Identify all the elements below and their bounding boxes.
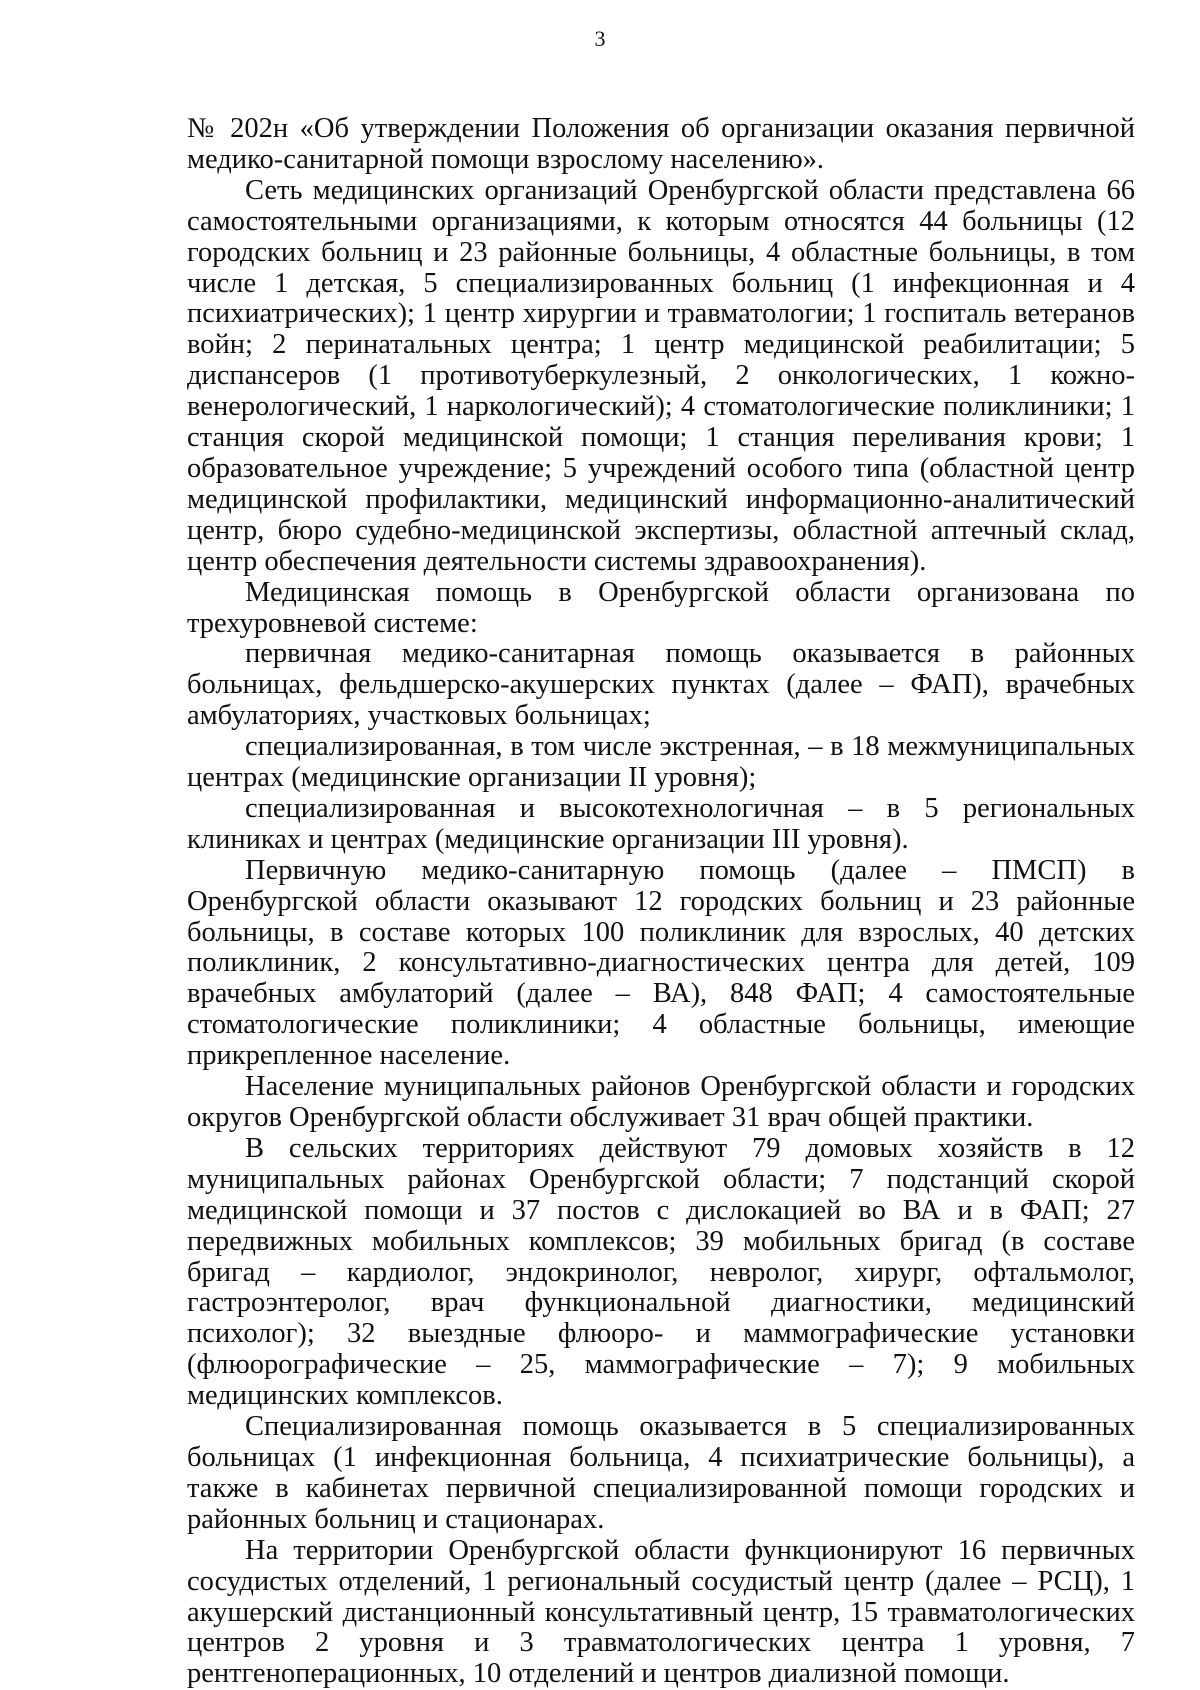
paragraph-level-specialized: специализированная, в том числе экстренная, – в 18 межмуниципальных центрах (медицинские организации II уровня); xyxy=(187,731,1135,794)
document-body xyxy=(187,114,1135,1690)
paragraph-three-level-system: Медицинская помощь в Оренбургской области организована по трехуровневой системе: xyxy=(187,576,1135,639)
paragraph-vascular-centers: На территории Оренбургской области функционируют 16 первичных сосудистых отделений, 1 региональный сосудистый центр (далее – РСЦ), 1 акушерский дистанционный консультативный центр, 15 травматологических центров 2 уровня и 3 травматологических центра 1 уровня, 7 рентгеноперационных, 10 отделений и центров диализной помощи. xyxy=(187,1534,1135,1690)
paragraph-specialized-care: Специализированная помощь оказывается в 5 специализированных больницах (1 инфекционная больница, 4 психиатрические больницы), а также в кабинетах первичной специализированной помощи городских и районных больниц и стационарах. xyxy=(187,1411,1135,1535)
paragraph-level-high-tech: специализированная и высокотехнологичная – в 5 региональных клиниках и центрах (медицинские организации III уровня). xyxy=(187,792,1135,855)
paragraph-network: Сеть медицинских организаций Оренбургской области представлена 66 самостоятельными организациями, к которым относятся 44 больницы (12 городских больниц и 23 районные больницы, 4 областные больницы, в том числе 1 детская, 5 специализированных больниц (1 инфекционная и 4 психиатрических); 1 центр хирургии и травматологии; 1 госпиталь ветеранов войн; 2 перинатальных центра; 1 центр медицинской реабилитации; 5 диспансеров (1 противотуберкулезный, 2 онкологических, 1 кожно-венерологический, 1 наркологический); 4 стоматологические поликлиники; 1 станция скорой медицинской помощи; 1 станция переливания крови; 1 образовательное учреждение; 5 учреждений особого типа (областной центр медицинской профилактики, медицинский информационно-аналитический центр, бюро судебно-медицинской экспертизы, областной аптечный склад, центр обеспечения деятельности системы здравоохранения). xyxy=(187,174,1135,577)
paragraph-continuation: № 202н «Об утверждении Положения об организации оказания первичной медико-санитарной помощи взрослому населению». xyxy=(187,113,1135,175)
paragraph-pmsp: Первичную медико-санитарную помощь (далее – ПМСП) в Оренбургской области оказывают 12 городских больниц и 23 районные больницы, в составе которых 100 поликлиник для взрослых, 40 детских поликлиник, 2 консультативно-диагностических центра для детей, 109 врачебных амбулаторий (далее – ВА), 848 ФАП; 4 самостоятельные стоматологические поликлиники; 4 областные больницы, имеющие прикрепленное население. xyxy=(187,854,1135,1072)
paragraph-general-practice: Население муниципальных районов Оренбургской области и городских округов Оренбургской области обслуживает 31 врач общей практики. xyxy=(187,1071,1135,1133)
paragraph-level-primary: первичная медико-санитарная помощь оказывается в районных больницах, фельдшерско-акушерских пунктах (далее – ФАП), врачебных амбулаториях, участковых больницах; xyxy=(187,638,1135,732)
page-number: 3 xyxy=(594,26,606,51)
paragraph-rural: В сельских территориях действуют 79 домовых хозяйств в 12 муниципальных районах Оренбургской области; 7 подстанций скорой медицинской помощи и 37 постов с дислокацией во ВА и в ФАП; 27 передвижных мобильных комплексов; 39 мобильных бригад (в составе бригад – кардиолог, эндокринолог, невролог, хирург, офтальмолог, гастроэнтеролог, врач функциональной диагностики, медицинский психолог); 32 выездные флюоро- и маммографические установки (флюорографические – 25, маммографические – 7); 9 мобильных медицинских комплексов. xyxy=(187,1132,1135,1412)
